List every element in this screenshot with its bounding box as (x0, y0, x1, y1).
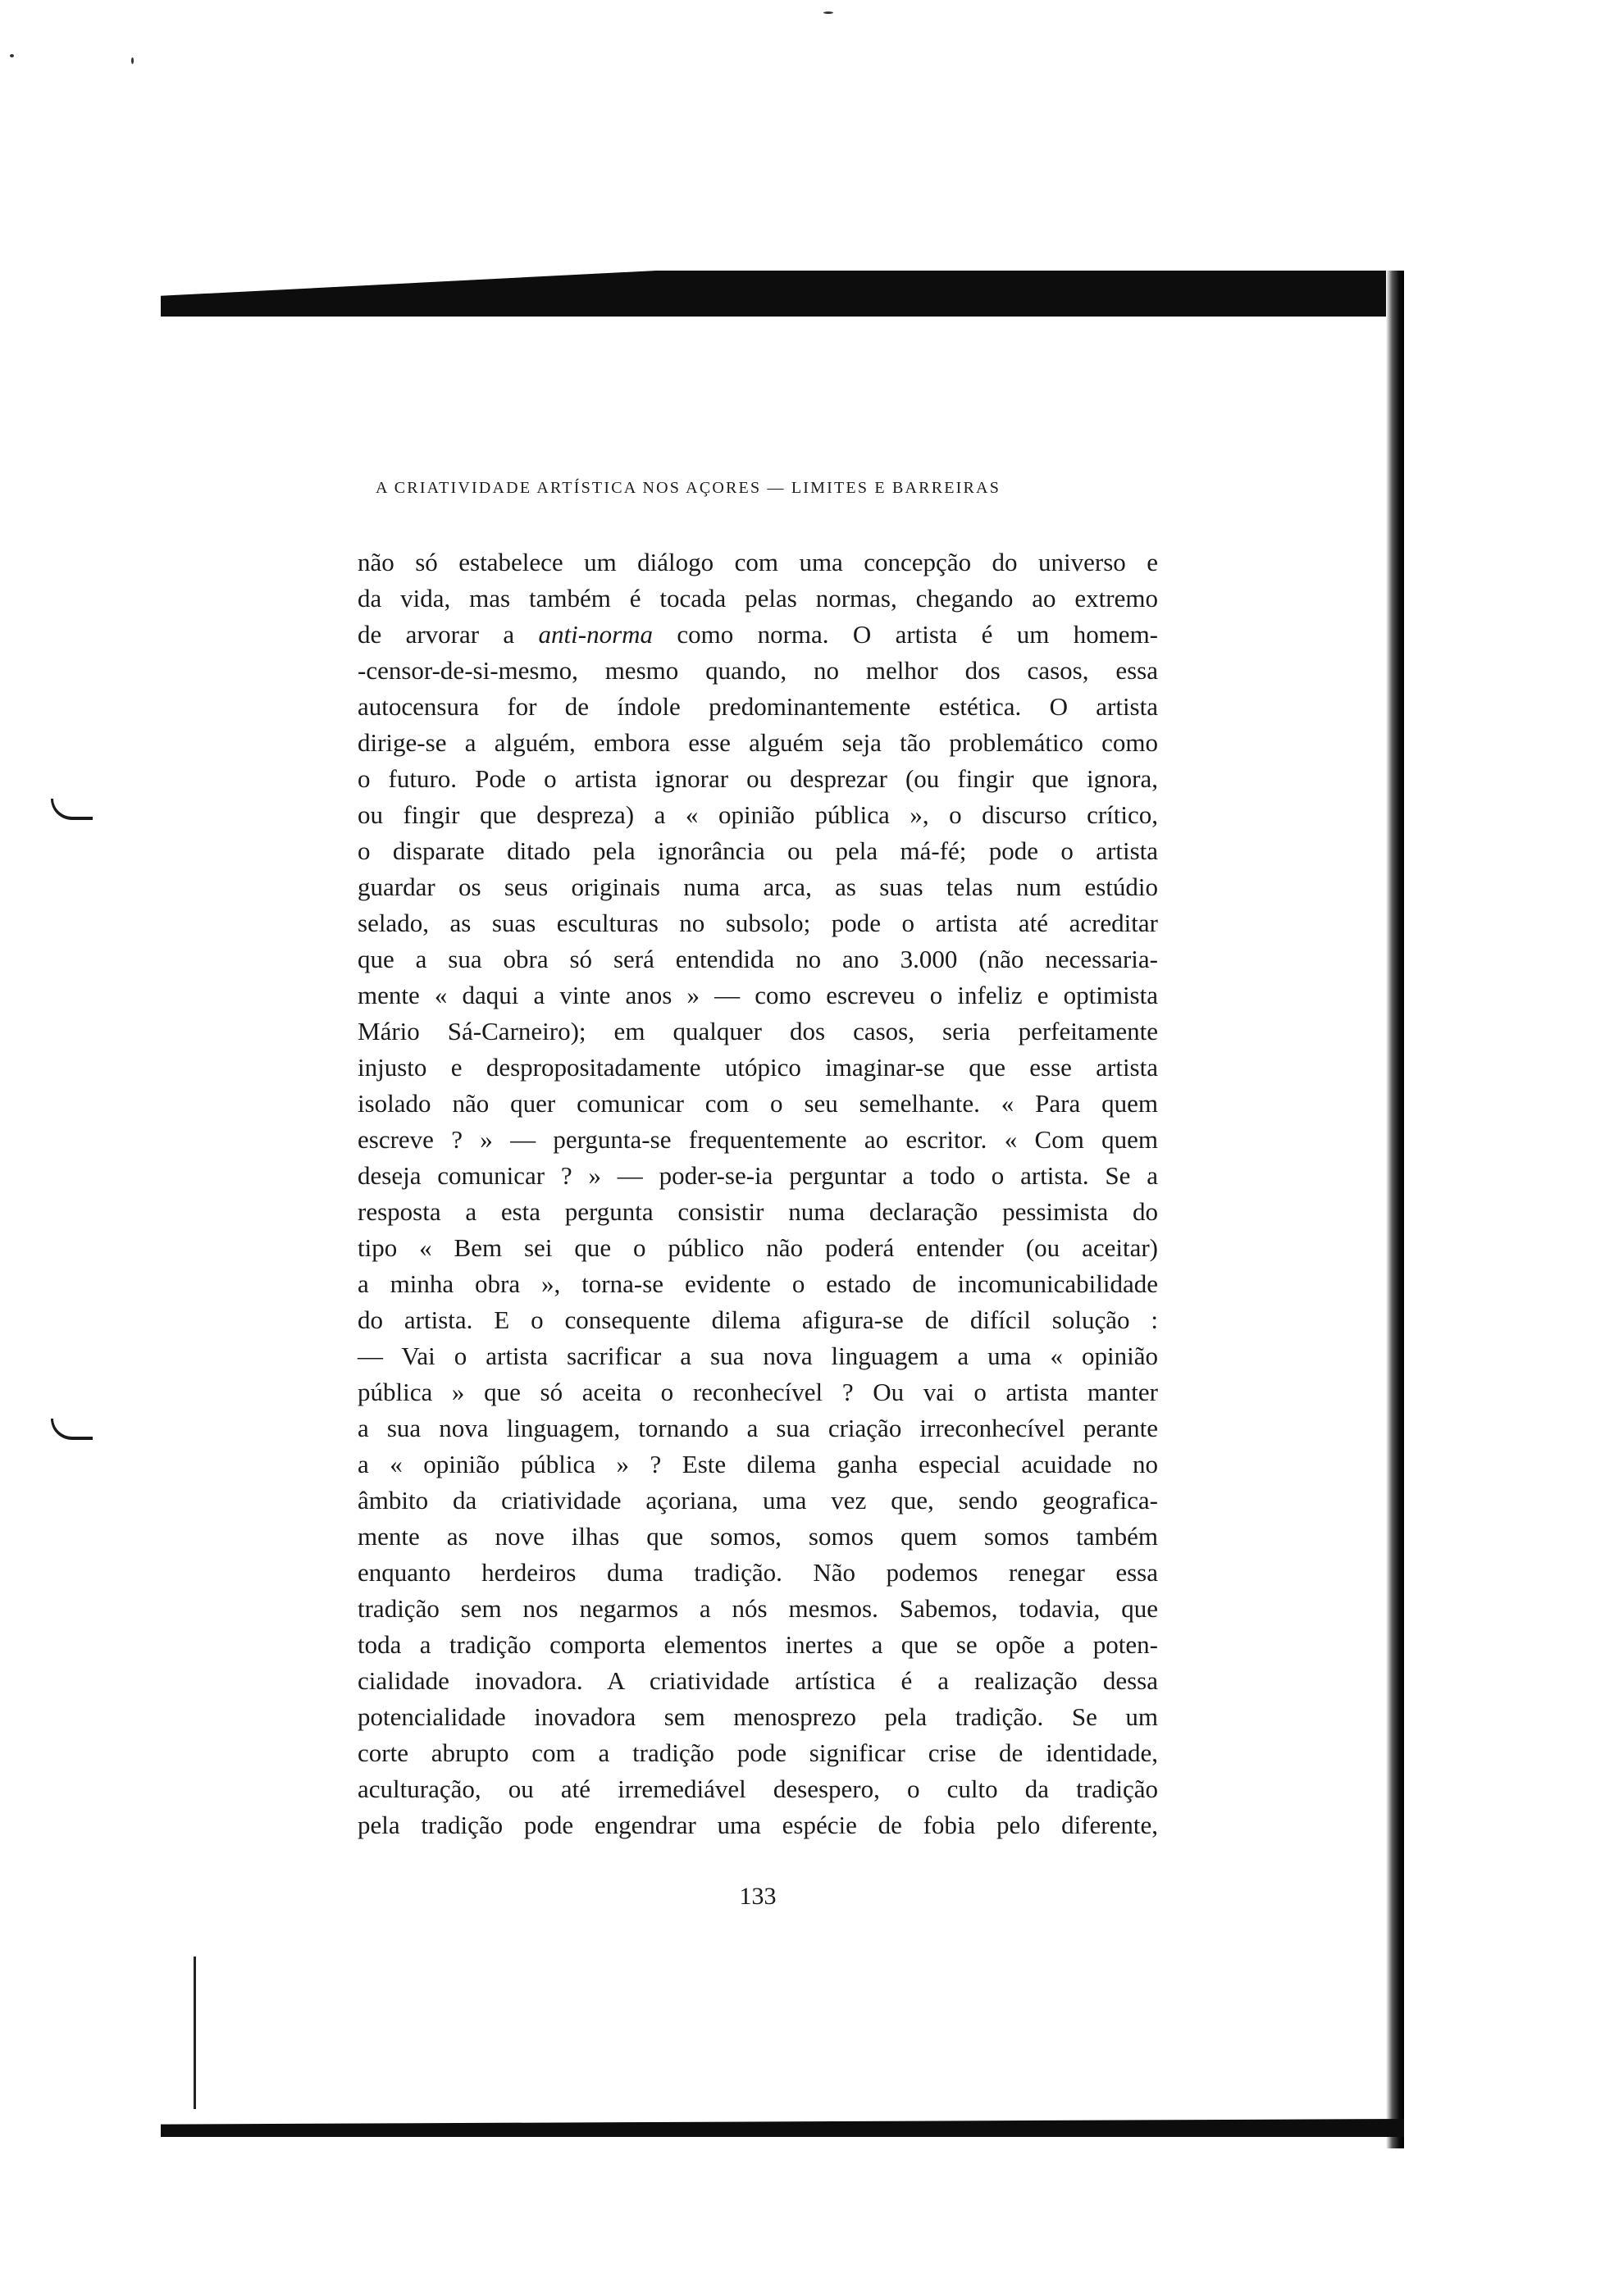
text-line: a sua nova linguagem, tornando a sua criação irreconhecível perante (358, 1414, 1158, 1442)
text-line: injusto e despropositadamente utópico imaginar-se que esse artista (358, 1053, 1158, 1082)
text-line: mente « daqui a vinte anos » — como escreveu o infeliz e optimista (358, 981, 1158, 1009)
text-line: pela tradição pode engendrar uma espécie de fobia pelo diferente, (358, 1811, 1158, 1839)
text-line: toda a tradição comporta elementos inertes a que se opõe a poten- (358, 1630, 1158, 1659)
emphasis-anti-norma: anti-norma (538, 620, 654, 649)
text-line: pública » que só aceita o reconhecível ? Ou vai o artista manter (358, 1378, 1158, 1406)
text-line: a « opinião pública » ? Este dilema ganha especial acuidade no (358, 1450, 1158, 1478)
text-fragment: de arvorar a (358, 620, 515, 649)
text-line: cialidade inovadora. A criatividade artística é a realização dessa (358, 1666, 1158, 1695)
scan-speck (10, 54, 14, 57)
text-line: deseja comunicar ? » — poder-se-ia perguntar a todo o artista. Se a (358, 1161, 1158, 1190)
text-line: tipo « Bem sei que o público não poderá entender (ou aceitar) (358, 1233, 1158, 1262)
text-line: selado, as suas esculturas no subsolo; pode o artista até acreditar (358, 909, 1158, 937)
text-line: ou fingir que despreza) a « opinião pública », o discurso crítico, (358, 800, 1158, 829)
text-line: o futuro. Pode o artista ignorar ou desprezar (ou fingir que ignora, (358, 764, 1158, 793)
text-line: -censor-de-si-mesmo, mesmo quando, no melhor dos casos, essa (358, 656, 1158, 685)
scan-shadow-top (161, 271, 1399, 317)
text-line: autocensura for de índole predominantemente estética. O artista (358, 692, 1158, 721)
text-line: aculturação, ou até irremediável desespero, o culto da tradição (358, 1774, 1158, 1803)
text-line: âmbito da criatividade açoriana, uma vez que, sendo geografica- (358, 1486, 1158, 1515)
body-text (358, 544, 1158, 1843)
text-line: da vida, mas também é tocada pelas normas, chegando ao extremo (358, 584, 1158, 613)
text-line: tradição sem nos negarmos a nós mesmos. Sabemos, todavia, que (358, 1594, 1158, 1623)
text-line: que a sua obra só será entendida no ano 3.000 (não necessaria- (358, 945, 1158, 973)
text-fragment: como norma. O artista é um homem- (653, 620, 1159, 649)
margin-mark (51, 1419, 93, 1440)
text-line: resposta a esta pergunta consistir numa declaração pessimista do (358, 1197, 1158, 1226)
text-line: guardar os seus originais numa arca, as suas telas num estúdio (358, 872, 1158, 901)
text-line: Mário Sá-Carneiro); em qualquer dos casos, seria perfeitamente (358, 1017, 1158, 1046)
text-line: não só estabelece um diálogo com uma concepção do universo e (358, 548, 1158, 576)
page-number: 133 (739, 1883, 777, 1910)
text-line: potencialidade inovadora sem menosprezo pela tradição. Se um (358, 1702, 1158, 1731)
scan-edge-line (194, 1957, 196, 2109)
scan-shadow-bottom (161, 2119, 1404, 2137)
margin-mark (51, 799, 93, 820)
scan-speck (131, 57, 134, 64)
text-line: escreve ? » — pergunta-se frequentemente ao escritor. « Com quem (358, 1125, 1158, 1154)
text-line: a minha obra », torna-se evidente o estado de incomunicabilidade (358, 1269, 1158, 1298)
text-line: corte abrupto com a tradição pode significar crise de identidade, (358, 1738, 1158, 1767)
text-line: enquanto herdeiros duma tradição. Não podemos renegar essa (358, 1558, 1158, 1587)
scan-speck (823, 11, 833, 14)
scan-shadow-right (1386, 271, 1404, 2148)
running-head: A CRIATIVIDADE ARTÍSTICA NOS AÇORES — LIMITES E BARREIRAS (376, 479, 1001, 497)
text-line: dirige-se a alguém, embora esse alguém seja tão problemático como (358, 728, 1158, 757)
text-line: o disparate ditado pela ignorância ou pela má-fé; pode o artista (358, 836, 1158, 865)
text-line: isolado não quer comunicar com o seu semelhante. « Para quem (358, 1089, 1158, 1118)
text-line: mente as nove ilhas que somos, somos quem somos também (358, 1522, 1158, 1551)
text-line (358, 617, 1158, 653)
text-line: do artista. E o consequente dilema afigura-se de difícil solução : (358, 1305, 1158, 1334)
text-line: — Vai o artista sacrificar a sua nova linguagem a uma « opinião (358, 1342, 1158, 1370)
